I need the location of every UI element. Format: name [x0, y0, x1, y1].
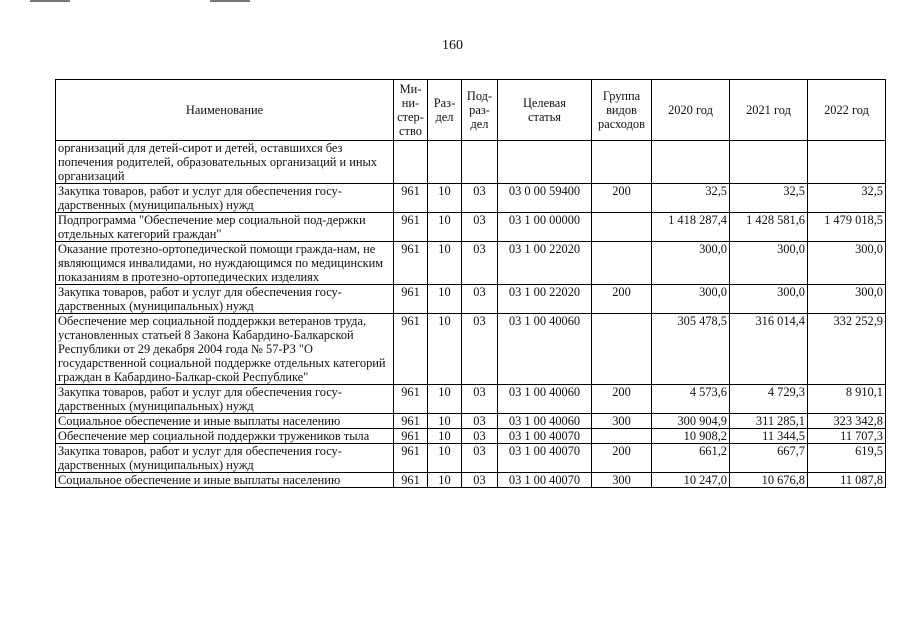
cell-ministry: 961	[394, 314, 428, 385]
cell-name: Подпрограмма "Обеспечение мер социальной под-держки отдельных категорий граждан"	[56, 213, 394, 242]
cell-name: Закупка товаров, работ и услуг для обеспечения госу-дарственных (муниципальных) нужд	[56, 385, 394, 414]
cell-2020: 4 573,6	[652, 385, 730, 414]
cell-2022: 300,0	[808, 285, 886, 314]
cell-2022: 619,5	[808, 444, 886, 473]
cell-2021: 4 729,3	[730, 385, 808, 414]
cell-2020: 300,0	[652, 285, 730, 314]
header-ministry: Ми- ни- стер- ство	[394, 80, 428, 141]
cell-2022: 32,5	[808, 184, 886, 213]
cell-2021: 300,0	[730, 285, 808, 314]
cell-2020: 1 418 287,4	[652, 213, 730, 242]
cell-target: 03 1 00 40060	[498, 385, 592, 414]
cell-section: 10	[428, 385, 462, 414]
table-row	[56, 444, 886, 473]
cell-section: 10	[428, 429, 462, 444]
cell-name: Закупка товаров, работ и услуг для обеспечения госу-дарственных (муниципальных) нужд	[56, 444, 394, 473]
scan-artifact	[210, 0, 250, 2]
cell-subsection	[462, 141, 498, 184]
table-row	[56, 184, 886, 213]
cell-section: 10	[428, 314, 462, 385]
cell-2022: 323 342,8	[808, 414, 886, 429]
cell-ministry: 961	[394, 414, 428, 429]
cell-subsection: 03	[462, 444, 498, 473]
cell-ministry: 961	[394, 473, 428, 488]
cell-2020: 300 904,9	[652, 414, 730, 429]
cell-2020: 661,2	[652, 444, 730, 473]
cell-target: 03 1 00 22020	[498, 285, 592, 314]
cell-group	[592, 429, 652, 444]
cell-ministry: 961	[394, 385, 428, 414]
cell-name: Обеспечение мер социальной поддержки тружеников тыла	[56, 429, 394, 444]
cell-group	[592, 213, 652, 242]
cell-subsection: 03	[462, 385, 498, 414]
table-row	[56, 242, 886, 285]
cell-name: организаций для детей-сирот и детей, оставшихся без попечения родителей, образовательных организаций и иных организаций	[56, 141, 394, 184]
page-number: 160	[442, 38, 463, 53]
cell-2021: 300,0	[730, 242, 808, 285]
header-row	[56, 80, 886, 141]
cell-target	[498, 141, 592, 184]
cell-2021: 10 676,8	[730, 473, 808, 488]
cell-target: 03 1 00 40070	[498, 473, 592, 488]
header-name: Наименование	[56, 80, 394, 141]
cell-2020: 305 478,5	[652, 314, 730, 385]
cell-section: 10	[428, 414, 462, 429]
cell-subsection: 03	[462, 314, 498, 385]
scan-artifact	[30, 0, 70, 2]
cell-ministry: 961	[394, 444, 428, 473]
cell-2022: 300,0	[808, 242, 886, 285]
cell-group: 300	[592, 473, 652, 488]
cell-subsection: 03	[462, 414, 498, 429]
cell-group: 200	[592, 444, 652, 473]
table-row	[56, 141, 886, 184]
cell-group	[592, 141, 652, 184]
cell-group	[592, 242, 652, 285]
cell-ministry: 961	[394, 184, 428, 213]
cell-2020: 10 247,0	[652, 473, 730, 488]
cell-section: 10	[428, 213, 462, 242]
cell-2020: 10 908,2	[652, 429, 730, 444]
cell-2021	[730, 141, 808, 184]
cell-target: 03 1 00 40070	[498, 444, 592, 473]
cell-2021: 11 344,5	[730, 429, 808, 444]
cell-target: 03 1 00 40060	[498, 414, 592, 429]
cell-subsection: 03	[462, 473, 498, 488]
cell-name: Обеспечение мер социальной поддержки ветеранов труда, установленных статьей 8 Закона Кабардино-Балкарской Республики от 29 декабря 2004 года № 57-РЗ "О государственной социальной поддержке отдельных категорий граждан в Кабардино-Балкар-ской Республике"	[56, 314, 394, 385]
cell-2022: 11 707,3	[808, 429, 886, 444]
cell-subsection: 03	[462, 213, 498, 242]
cell-ministry: 961	[394, 242, 428, 285]
cell-2021: 667,7	[730, 444, 808, 473]
table-row	[56, 414, 886, 429]
cell-ministry: 961	[394, 285, 428, 314]
cell-name: Оказание протезно-ортопедической помощи гражда-нам, не являющимся инвалидами, но нуждающимся по медицинским показаниям в протезно-ортопедических изделиях	[56, 242, 394, 285]
cell-subsection: 03	[462, 285, 498, 314]
header-target: Целевая статья	[498, 80, 592, 141]
cell-2021: 32,5	[730, 184, 808, 213]
table-row	[56, 314, 886, 385]
cell-2020: 300,0	[652, 242, 730, 285]
cell-section: 10	[428, 285, 462, 314]
table-row	[56, 429, 886, 444]
cell-ministry: 961	[394, 213, 428, 242]
cell-target: 03 1 00 40060	[498, 314, 592, 385]
cell-group: 300	[592, 414, 652, 429]
cell-2020: 32,5	[652, 184, 730, 213]
cell-section: 10	[428, 184, 462, 213]
cell-group	[592, 314, 652, 385]
table-row	[56, 473, 886, 488]
cell-target: 03 1 00 40070	[498, 429, 592, 444]
cell-name: Социальное обеспечение и иные выплаты населению	[56, 414, 394, 429]
cell-group: 200	[592, 385, 652, 414]
cell-section: 10	[428, 242, 462, 285]
cell-section	[428, 141, 462, 184]
header-subsection: Под- раз- дел	[462, 80, 498, 141]
cell-group: 200	[592, 285, 652, 314]
table-row	[56, 285, 886, 314]
cell-ministry	[394, 141, 428, 184]
cell-group: 200	[592, 184, 652, 213]
header-2022: 2022 год	[808, 80, 886, 141]
cell-2022	[808, 141, 886, 184]
cell-section: 10	[428, 473, 462, 488]
header-group: Группа видов расходов	[592, 80, 652, 141]
header-2021: 2021 год	[730, 80, 808, 141]
cell-subsection: 03	[462, 184, 498, 213]
cell-2020	[652, 141, 730, 184]
cell-subsection: 03	[462, 429, 498, 444]
table-row	[56, 385, 886, 414]
header-2020: 2020 год	[652, 80, 730, 141]
cell-2022: 11 087,8	[808, 473, 886, 488]
cell-name: Закупка товаров, работ и услуг для обеспечения госу-дарственных (муниципальных) нужд	[56, 184, 394, 213]
cell-name: Закупка товаров, работ и услуг для обеспечения госу-дарственных (муниципальных) нужд	[56, 285, 394, 314]
cell-section: 10	[428, 444, 462, 473]
cell-2022: 332 252,9	[808, 314, 886, 385]
cell-2022: 8 910,1	[808, 385, 886, 414]
cell-subsection: 03	[462, 242, 498, 285]
cell-target: 03 1 00 22020	[498, 242, 592, 285]
table-row	[56, 213, 886, 242]
header-section: Раз- дел	[428, 80, 462, 141]
cell-target: 03 0 00 59400	[498, 184, 592, 213]
cell-2021: 316 014,4	[730, 314, 808, 385]
budget-table	[55, 79, 886, 488]
cell-ministry: 961	[394, 429, 428, 444]
cell-2021: 1 428 581,6	[730, 213, 808, 242]
cell-2022: 1 479 018,5	[808, 213, 886, 242]
cell-target: 03 1 00 00000	[498, 213, 592, 242]
cell-2021: 311 285,1	[730, 414, 808, 429]
cell-name: Социальное обеспечение и иные выплаты населению	[56, 473, 394, 488]
